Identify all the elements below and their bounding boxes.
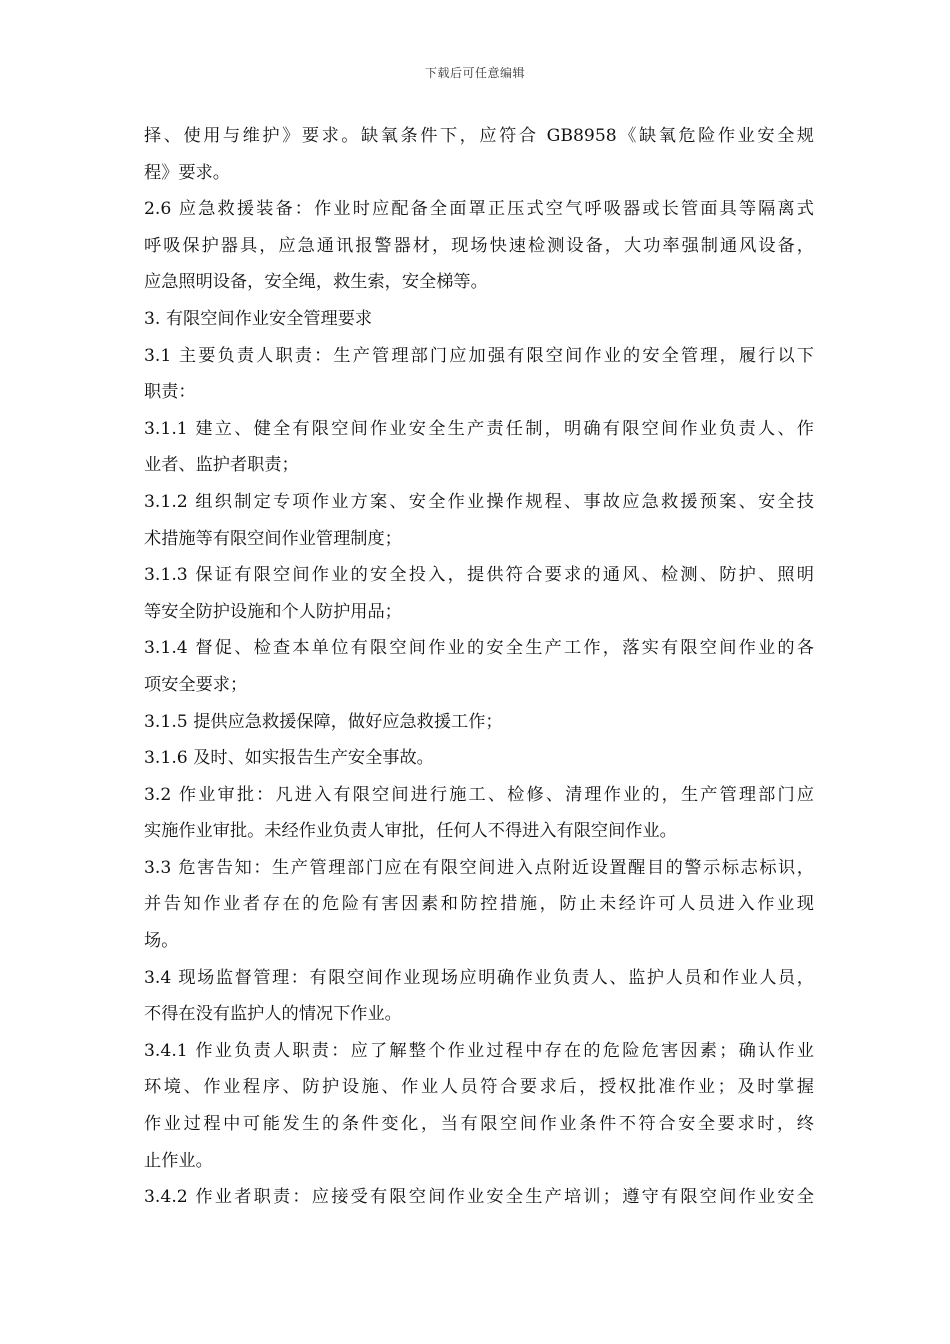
text-line: 场。: [144, 931, 179, 952]
text-line: 3.1.5 提供应急救援保障，做好应急救援工作；: [144, 711, 503, 732]
text-line: 业者、监护者职责；: [144, 455, 299, 476]
text-line: 3.4.1 作业负责人职责：应了解整个作业过程中存在的危险危害因素；确认作业: [144, 1040, 814, 1061]
text-line: 环境、作业程序、防护设施、作业人员符合要求后，授权批准作业；及时掌握: [144, 1077, 814, 1098]
text-line: 3.4 现场监督管理：有限空间作业现场应明确作业负责人、监护人员和作业人员，: [144, 967, 814, 988]
text-line: 2.6 应急救援装备：作业时应配备全面罩正压式空气呼吸器或长管面具等隔离式: [144, 199, 814, 220]
text-line: 并告知作业者存在的危险有害因素和防控措施，防止未经许可人员进入作业现: [144, 894, 814, 915]
text-line: 程》要求。: [144, 162, 230, 183]
text-line: 3.4.2 作业者职责：应接受有限空间作业安全生产培训；遵守有限空间作业安全: [144, 1187, 814, 1208]
text-line: 3.3 危害告知：生产管理部门应在有限空间进入点附近设置醒目的警示标志标识，: [144, 857, 814, 878]
text-line: 术措施等有限空间作业管理制度；: [144, 528, 402, 549]
text-line: 择、使用与维护》要求。缺氧条件下，应符合 GB8958《缺氧危险作业安全规: [144, 126, 814, 146]
text-line: 3.1.3 保证有限空间作业的安全投入，提供符合要求的通风、检测、防护、照明: [144, 565, 814, 586]
text-line: 3.1.4 督促、检查本单位有限空间作业的安全生产工作，落实有限空间作业的各: [144, 638, 814, 659]
text-line: 3.1 主要负责人职责：生产管理部门应加强有限空间作业的安全管理，履行以下: [144, 345, 814, 366]
text-line: 实施作业审批。未经作业负责人审批，任何人不得进入有限空间作业。: [144, 821, 677, 842]
text-line: 职责：: [144, 382, 196, 403]
text-line: 作业过程中可能发生的条件变化，当有限空间作业条件不符合安全要求时，终: [144, 1114, 814, 1135]
text-line: 3.1.1 建立、健全有限空间作业安全生产责任制，明确有限空间作业负责人、作: [144, 418, 814, 439]
document-body: [144, 118, 814, 1216]
text-line: 项安全要求；: [144, 674, 248, 695]
text-line: 等安全防护设施和个人防护用品；: [144, 601, 402, 622]
text-line: 呼吸保护器具，应急通讯报警器材，现场快速检测设备，大功率强制通风设备，: [144, 235, 814, 256]
text-line: 应急照明设备，安全绳，救生索，安全梯等。: [144, 272, 488, 293]
text-line: 3.1.6 及时、如实报告生产安全事故。: [144, 748, 434, 769]
text-line: 3.2 作业审批：凡进入有限空间进行施工、检修、清理作业的，生产管理部门应: [144, 784, 814, 805]
page-header-note: 下载后可任意编辑: [424, 66, 525, 80]
text-line: 3. 有限空间作业安全管理要求: [144, 308, 373, 329]
text-line: 不得在没有监护人的情况下作业。: [144, 1004, 402, 1025]
text-line: 3.1.2 组织制定专项作业方案、安全作业操作规程、事故应急救援预案、安全技: [144, 491, 814, 512]
text-line: 止作业。: [144, 1150, 213, 1171]
